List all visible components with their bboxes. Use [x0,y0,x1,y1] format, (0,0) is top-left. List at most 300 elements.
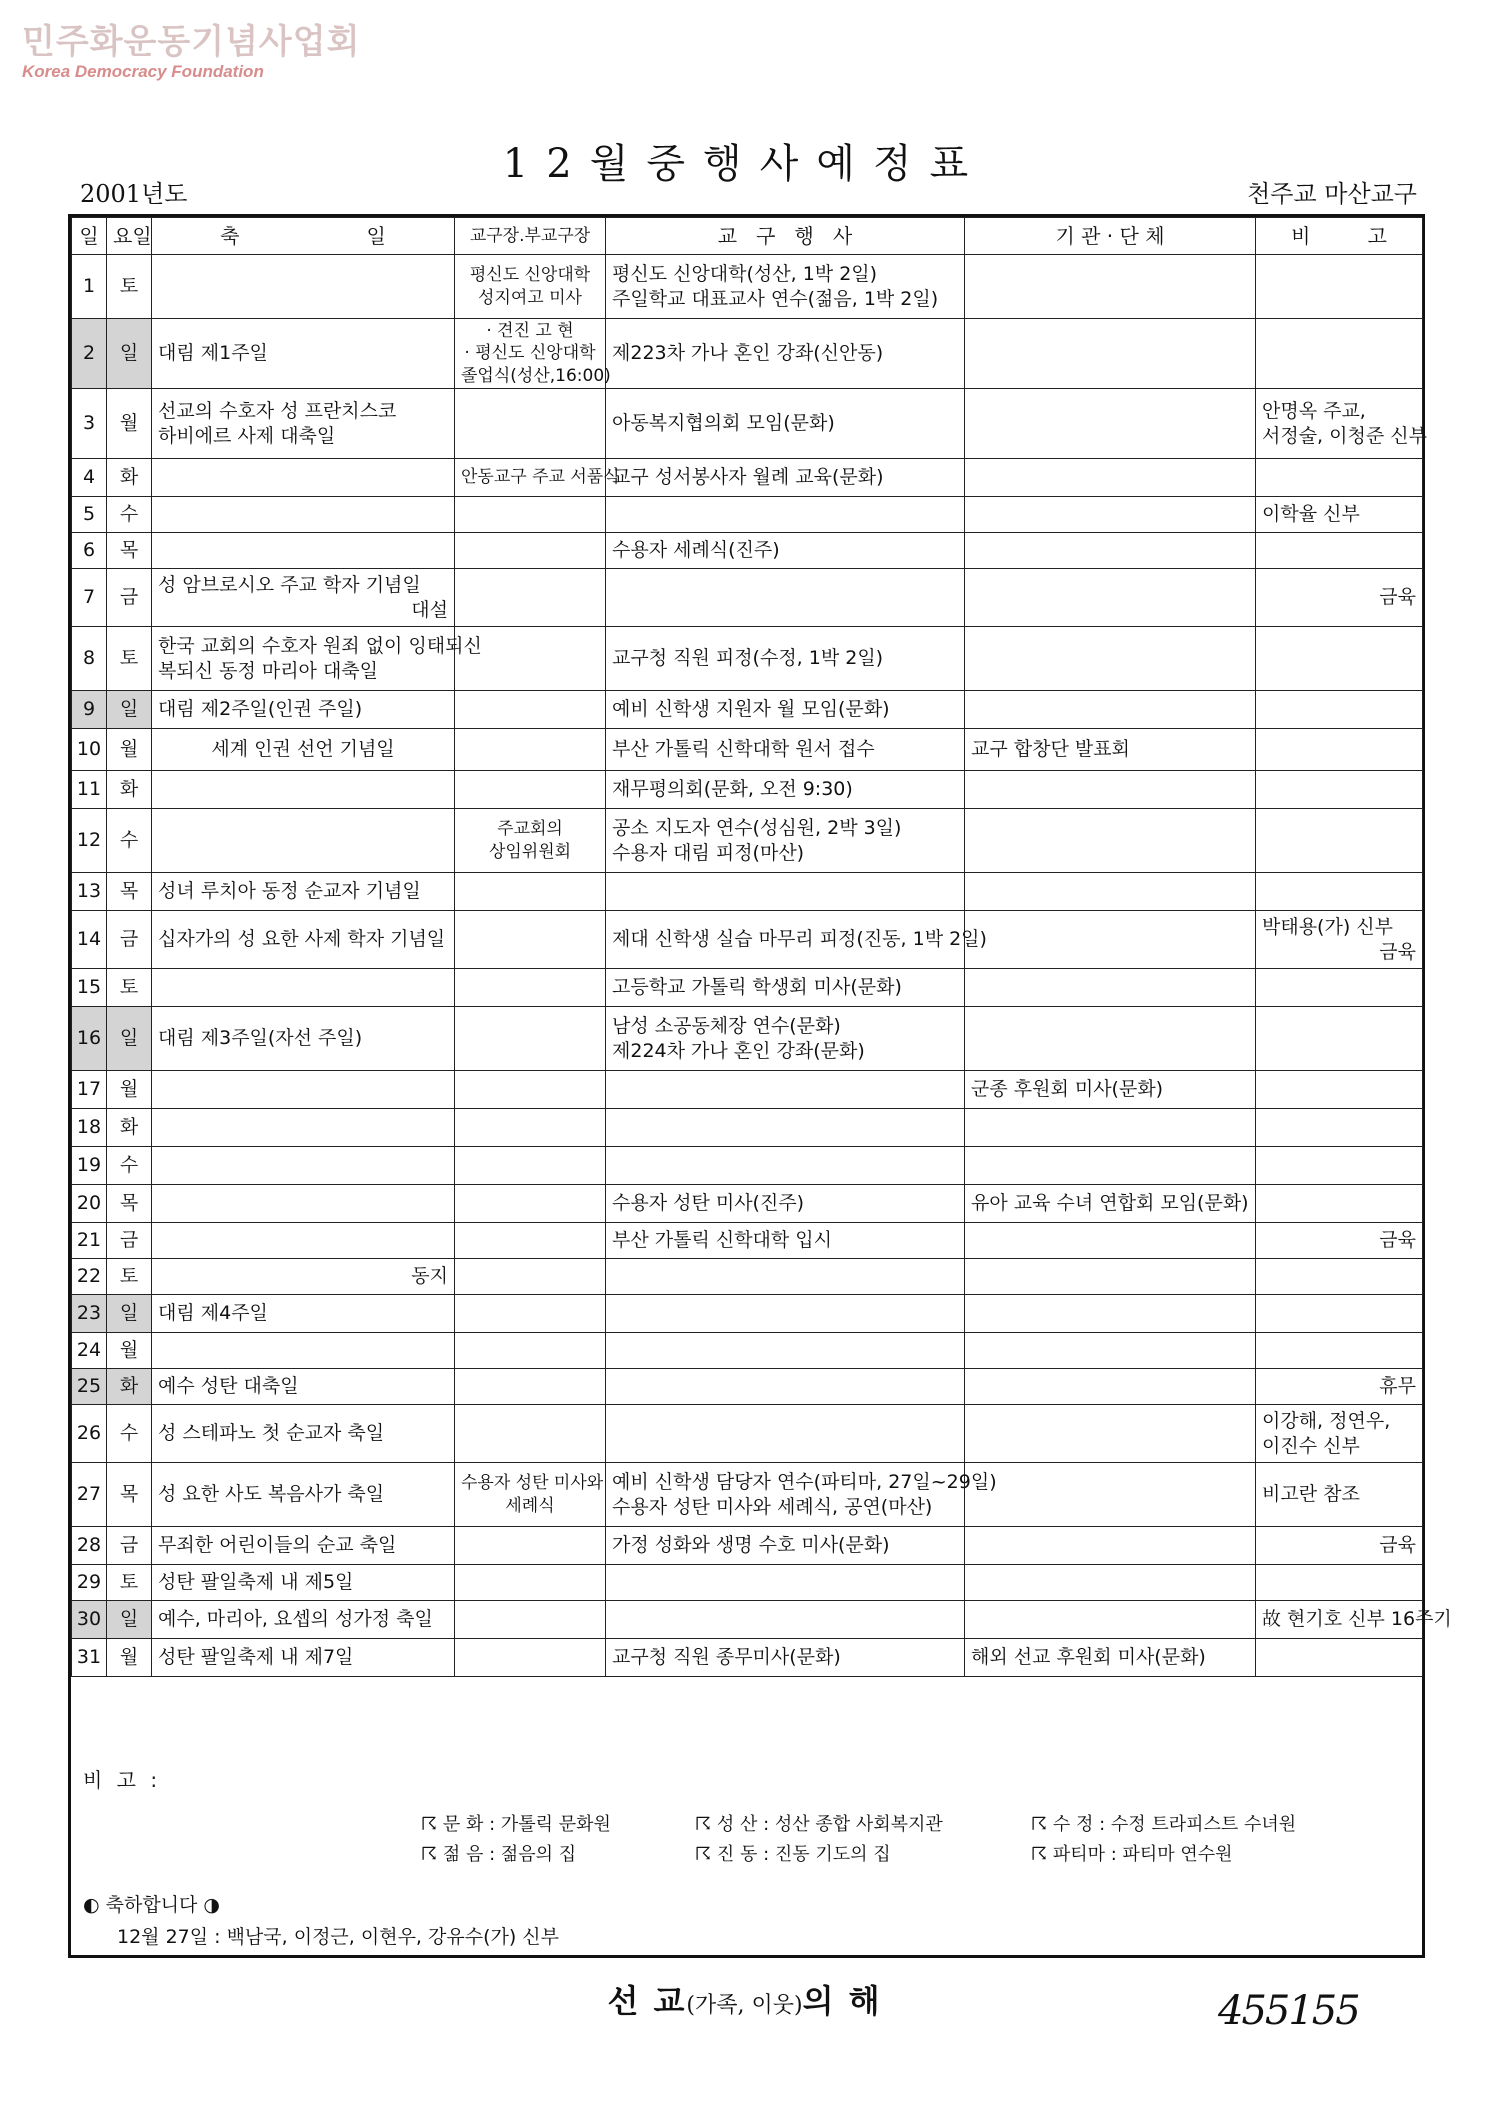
legend-item: ☈ 파티마 : 파티마 연수원 [1031,1844,1233,1865]
cell-dow: 금 [107,569,152,627]
table-header-row [72,218,1423,255]
cell-diocese [606,1223,965,1259]
cell-notes [1256,969,1423,1007]
cell-dow: 일 [107,691,152,729]
feast-line: 복되신 동정 마리아 대축일 [158,659,379,682]
cell-notes [1256,389,1427,459]
diocese-line: 예비 신학생 지원자 월 모임(문화) [612,698,890,721]
cell-dow: 화 [107,771,152,809]
column-header-diocese-events: 교 구 행 사 [606,218,965,255]
table-row [72,1223,1423,1259]
cell-groups [965,1223,1256,1259]
cell-feast [152,1259,455,1295]
cell-dow: 목 [107,533,152,569]
cell-bishop [455,1405,606,1463]
cell-day: 15 [72,969,107,1007]
legend-item: ☈ 진 동 : 진동 기도의 집 [695,1844,891,1865]
table-row [72,1565,1423,1601]
table-row [72,255,1423,319]
notes-line: 금육 [1379,586,1416,609]
foundation-logo-korean: 민주화운동기념사업회 [22,22,361,62]
cell-feast [152,691,455,729]
cell-groups [965,1333,1256,1369]
diocese-line: 수용자 세례식(진주) [612,539,780,562]
diocese-line: 제224차 가나 혼인 강좌(문화) [612,1039,865,1062]
feast-line: 성탄 팔일축제 내 제7일 [158,1646,354,1669]
cell-notes [1256,1147,1423,1185]
cell-groups [965,911,1256,969]
feast-line: 예수 성탄 대축일 [158,1375,299,1398]
cell-feast [152,255,455,319]
cell-feast [152,729,455,771]
notes-line: 박태용(가) 신부 [1262,915,1393,938]
cell-day: 26 [72,1405,107,1463]
cell-notes [1256,319,1423,389]
cell-groups [965,1109,1256,1147]
diocese-line: 교구청 직원 피정(수정, 1박 2일) [612,647,884,670]
cell-dow: 토 [107,969,152,1007]
diocese-line: 제대 신학생 실습 마무리 피정(진동, 1박 2일) [612,928,987,951]
cell-dow: 목 [107,873,152,911]
cell-feast [152,911,455,969]
notes-line: 안명옥 주교, [1262,399,1366,422]
bishop-line: · 견진 고 현 [486,321,574,342]
cell-day: 11 [72,771,107,809]
cell-notes [1256,1601,1452,1639]
cell-feast [152,497,455,533]
cell-feast [152,873,455,911]
cell-diocese [606,319,965,389]
cell-diocese [606,1147,965,1185]
groups-line: 해외 선교 후원회 미사(문화) [971,1646,1206,1669]
table-row [72,1259,1423,1295]
notes-line: 이강해, 정연우, [1262,1409,1391,1432]
cell-groups [965,255,1256,319]
feast-line: 대림 제1주일 [158,342,268,365]
cell-dow: 토 [107,1259,152,1295]
cell-day: 22 [72,1259,107,1295]
cell-feast [152,1639,455,1677]
cell-diocese [606,389,965,459]
bishop-line: 평신도 신앙대학 [469,265,591,286]
cell-groups [965,459,1256,497]
cell-bishop [455,1071,606,1109]
table-row [72,969,1423,1007]
cell-dow: 월 [107,389,152,459]
cell-day: 25 [72,1369,107,1405]
cell-diocese [606,1405,965,1463]
cell-groups [965,1147,1256,1185]
cell-feast [152,771,455,809]
table-row [72,459,1423,497]
diocese-line: 평신도 신앙대학(성산, 1박 2일) [612,262,878,285]
cell-day: 2 [72,319,107,389]
groups-line: 유아 교육 수녀 연합회 모임(문화) [971,1192,1249,1215]
cell-feast [152,1071,455,1109]
cell-bishop [455,1007,606,1071]
cell-diocese [606,1369,965,1405]
cell-feast [152,1463,455,1527]
cell-feast [152,1601,455,1639]
cell-groups [965,1369,1256,1405]
cell-notes [1256,1527,1423,1565]
cell-day: 14 [72,911,107,969]
cell-bishop [455,255,606,319]
cell-dow: 일 [107,319,152,389]
notes-line: 금육 [1379,1534,1416,1557]
legend-item: ☈ 문 화 : 가톨릭 문화원 [421,1814,611,1835]
cell-bishop [455,1109,606,1147]
cell-notes [1256,1071,1423,1109]
page-title: 12월중행사예정표 [502,141,987,187]
cell-dow: 토 [107,627,152,691]
cell-dow: 월 [107,1333,152,1369]
table-row [72,873,1423,911]
cell-feast [152,809,455,873]
cell-day: 9 [72,691,107,729]
notes-line: 이진수 신부 [1262,1434,1360,1457]
feast-line: 성 요한 사도 복음사가 축일 [158,1483,385,1506]
cell-diocese [606,691,965,729]
cell-dow: 일 [107,1601,152,1639]
cell-dow: 화 [107,459,152,497]
cell-dow: 목 [107,1463,152,1527]
cell-bishop [455,911,606,969]
cell-dow: 월 [107,1639,152,1677]
remarks-label: 비 고 : [83,1768,162,1792]
cell-diocese [606,459,965,497]
bishop-line: 안동교구 주교 서품식 [461,467,620,488]
cell-feast [152,533,455,569]
diocese-line: 수용자 대림 피정(마산) [612,841,805,864]
feast-line: 성 스테파노 첫 순교자 축일 [158,1422,385,1445]
cell-dow: 일 [107,1295,152,1333]
column-header-weekday: 요일 [107,218,152,255]
motto-part: (가족, 이웃) [686,1993,803,2018]
cell-day: 19 [72,1147,107,1185]
cell-feast [152,459,455,497]
congratulations-line: 12월 27일 : 백남국, 이정근, 이현우, 강유수(가) 신부 [117,1926,559,1948]
cell-groups [965,497,1256,533]
cell-diocese [606,1259,965,1295]
cell-notes [1256,1259,1423,1295]
table-row [72,771,1423,809]
notes-line: 서정술, 이청준 신부 [1262,424,1427,447]
schedule-frame [68,214,1452,1958]
congratulations-title: ◐ 축하합니다 ◑ [83,1894,221,1916]
cell-feast [152,1185,455,1223]
cell-diocese [606,1007,965,1071]
cell-groups [965,569,1256,627]
feast-line: 선교의 수호자 성 프란치스코 [158,399,397,422]
bishop-line: · 평신도 신앙대학 [464,343,596,364]
cell-groups [965,1639,1256,1677]
cell-feast [152,1369,455,1405]
cell-diocese [606,1071,965,1109]
cell-dow: 금 [107,1223,152,1259]
cell-feast [152,627,482,691]
table-body [72,255,1452,1677]
cell-groups [965,1259,1256,1295]
cell-diocese [606,771,965,809]
cell-feast [152,1333,455,1369]
table-row [72,627,1423,691]
cell-feast [152,1223,455,1259]
cell-diocese [606,873,965,911]
cell-day: 5 [72,497,107,533]
cell-groups [965,1071,1256,1109]
cell-bishop [455,1185,606,1223]
foundation-logo-english: Korea Democracy Foundation [22,62,264,81]
bishop-line: 성지여고 미사 [478,287,582,308]
cell-groups [965,1527,1256,1565]
cell-diocese [606,1109,965,1147]
groups-line: 교구 합창단 발표회 [971,738,1130,761]
motto-part: 의 해 [802,1982,882,2020]
cell-feast [152,1405,455,1463]
notes-line: 금육 [1379,940,1416,963]
cell-bishop [455,1259,606,1295]
cell-notes [1256,1333,1423,1369]
feast-line: 대림 제3주일(자선 주일) [158,1027,363,1050]
column-header-feast: 축 일 [152,218,455,255]
year-label: 2001년도 [80,180,188,208]
cell-day: 30 [72,1601,107,1639]
cell-day: 13 [72,873,107,911]
cell-groups [965,691,1256,729]
cell-dow: 월 [107,1071,152,1109]
cell-day: 6 [72,533,107,569]
cell-day: 21 [72,1223,107,1259]
groups-line: 군종 후원회 미사(문화) [971,1078,1164,1101]
cell-feast [152,1565,455,1601]
column-header-day: 일 [72,218,107,255]
cell-diocese [606,1565,965,1601]
cell-dow: 금 [107,911,152,969]
cell-bishop [455,319,611,389]
cell-dow: 수 [107,1147,152,1185]
cell-groups [965,1295,1256,1333]
cell-dow: 목 [107,1185,152,1223]
cell-groups [965,319,1256,389]
cell-groups [965,627,1256,691]
diocese-line: 고등학교 가톨릭 학생회 미사(문화) [612,976,902,999]
bishop-line: 상임위원회 [488,841,572,862]
table-row [72,1463,1423,1527]
cell-bishop [455,1527,606,1565]
cell-day: 7 [72,569,107,627]
cell-bishop [455,1601,606,1639]
table-row [72,1405,1423,1463]
cell-dow: 화 [107,1369,152,1405]
cell-day: 27 [72,1463,107,1527]
notes-line: 비고란 참조 [1262,1483,1360,1506]
diocese-line: 교구청 직원 종무미사(문화) [612,1646,841,1669]
remarks-section [83,1764,1413,1954]
bishop-line: 세례식 [505,1495,555,1516]
cell-notes [1256,1405,1423,1463]
cell-day: 17 [72,1071,107,1109]
feast-line: 성탄 팔일축제 내 제5일 [158,1571,354,1594]
bishop-line: 졸업식(성산,16:00) [461,365,611,386]
diocese-line: 수용자 성탄 미사(진주) [612,1192,805,1215]
cell-dow: 화 [107,1109,152,1147]
cell-day: 31 [72,1639,107,1677]
table-row [72,497,1423,533]
diocese-line: 부산 가톨릭 신학대학 원서 접수 [612,738,875,761]
bishop-line: 수용자 성탄 미사와 [461,1473,604,1494]
cell-notes [1256,771,1423,809]
cell-day: 23 [72,1295,107,1333]
diocese-line: 수용자 성탄 미사와 세례식, 공연(마산) [612,1495,933,1518]
feast-line: 성 암브로시오 주교 학자 기념일 [158,573,421,596]
bishop-line: 주교회의 [497,819,563,840]
diocese-line: 제223차 가나 혼인 강좌(신안동) [612,342,884,365]
cell-dow: 토 [107,255,152,319]
cell-groups [965,969,1256,1007]
table-row [72,1333,1423,1369]
cell-notes [1256,691,1423,729]
cell-feast [152,1007,455,1071]
schedule-table [71,217,1452,1677]
cell-notes [1256,1369,1423,1405]
table-row [72,1295,1423,1333]
cell-notes [1256,1295,1423,1333]
cell-diocese [606,729,965,771]
cell-bishop [455,691,606,729]
cell-dow: 월 [107,729,152,771]
cell-notes [1256,1185,1423,1223]
feast-line: 십자가의 성 요한 사제 학자 기념일 [158,928,446,951]
feast-line: 한국 교회의 수호자 원죄 없이 잉태되신 [158,634,482,657]
cell-diocese [606,809,965,873]
diocese-line: 예비 신학생 담당자 연수(파티마, 27일~29일) [612,1470,997,1493]
cell-dow: 수 [107,1405,152,1463]
table-row [72,1109,1423,1147]
cell-diocese [606,969,965,1007]
cell-day: 28 [72,1527,107,1565]
notes-line: 이학율 신부 [1262,503,1360,526]
cell-notes [1256,1109,1423,1147]
cell-day: 20 [72,1185,107,1223]
cell-diocese [606,569,965,627]
cell-diocese [606,1295,965,1333]
cell-bishop [455,1223,606,1259]
cell-notes [1256,911,1423,969]
cell-bishop [455,1147,606,1185]
cell-feast [152,1147,455,1185]
cell-diocese [606,1601,965,1639]
cell-groups [965,389,1256,459]
cell-bishop [455,1639,606,1677]
cell-feast [152,1527,455,1565]
cell-groups [965,771,1256,809]
cell-diocese [606,533,965,569]
cell-bishop [455,1295,606,1333]
diocese-line: 아동복지협의회 모임(문화) [612,412,835,435]
diocese-line: 부산 가톨릭 신학대학 입시 [612,1229,833,1252]
diocese-line: 공소 지도자 연수(성심원, 2박 3일) [612,816,902,839]
table-row [72,569,1423,627]
cell-groups [965,533,1256,569]
cell-feast [152,1109,455,1147]
cell-notes [1256,1463,1423,1527]
cell-day: 4 [72,459,107,497]
cell-notes [1256,627,1423,691]
cell-groups [965,1405,1256,1463]
cell-diocese [606,1333,965,1369]
cell-bishop [455,569,606,627]
table-row [72,319,1423,389]
cell-day: 8 [72,627,107,691]
table-row [72,1527,1423,1565]
diocese-line: 교구 성서봉사자 월례 교육(문화) [612,466,884,489]
column-header-bishop: 교구장.부교구장 [455,218,606,255]
table-row [72,1601,1423,1639]
cell-notes [1256,569,1423,627]
table-row [72,1147,1423,1185]
diocese-line: 재무평의회(문화, 오전 9:30) [612,778,853,801]
cell-bishop [455,533,606,569]
feast-line: 세계 인권 선언 기념일 [211,738,395,761]
column-header-notes: 비 고 [1256,218,1423,255]
feast-line: 성녀 루치아 동정 순교자 기념일 [158,880,421,903]
cell-notes [1256,809,1423,873]
cell-notes [1256,533,1423,569]
cell-dow: 토 [107,1565,152,1601]
legend-item: ☈ 젊 음 : 젊음의 집 [421,1844,577,1865]
cell-bishop [455,1565,606,1601]
cell-notes [1256,497,1423,533]
cell-bishop [455,729,606,771]
cell-groups [965,729,1256,771]
feast-line: 동지 [411,1265,448,1288]
cell-bishop [455,459,620,497]
cell-notes [1256,873,1423,911]
legend-item: ☈ 성 산 : 성산 종합 사회복지관 [695,1814,943,1835]
cell-diocese [606,1185,965,1223]
cell-day: 29 [72,1565,107,1601]
cell-notes [1256,729,1423,771]
cell-bishop [455,389,606,459]
cell-notes [1256,459,1423,497]
feast-line: 대림 제4주일 [158,1302,268,1325]
cell-groups [965,1601,1256,1639]
handwritten-document-number: 455155 [1218,1988,1359,2034]
cell-bishop [455,1463,606,1527]
cell-feast [152,389,455,459]
table-row [72,911,1423,969]
table-row [72,729,1423,771]
table-row [72,389,1423,459]
cell-diocese [606,1527,965,1565]
diocese-line: 가정 성화와 생명 수호 미사(문화) [612,1534,890,1557]
cell-day: 18 [72,1109,107,1147]
table-row [72,1185,1423,1223]
cell-day: 24 [72,1333,107,1369]
table-row [72,1369,1423,1405]
cell-dow: 일 [107,1007,152,1071]
cell-feast [152,969,455,1007]
cell-groups [965,873,1256,911]
feast-line: 대설 [411,598,448,621]
cell-groups [965,1185,1256,1223]
cell-dow: 금 [107,1527,152,1565]
cell-dow: 수 [107,809,152,873]
cell-bishop [455,873,606,911]
cell-bishop [455,809,606,873]
cell-groups [965,1463,1256,1527]
